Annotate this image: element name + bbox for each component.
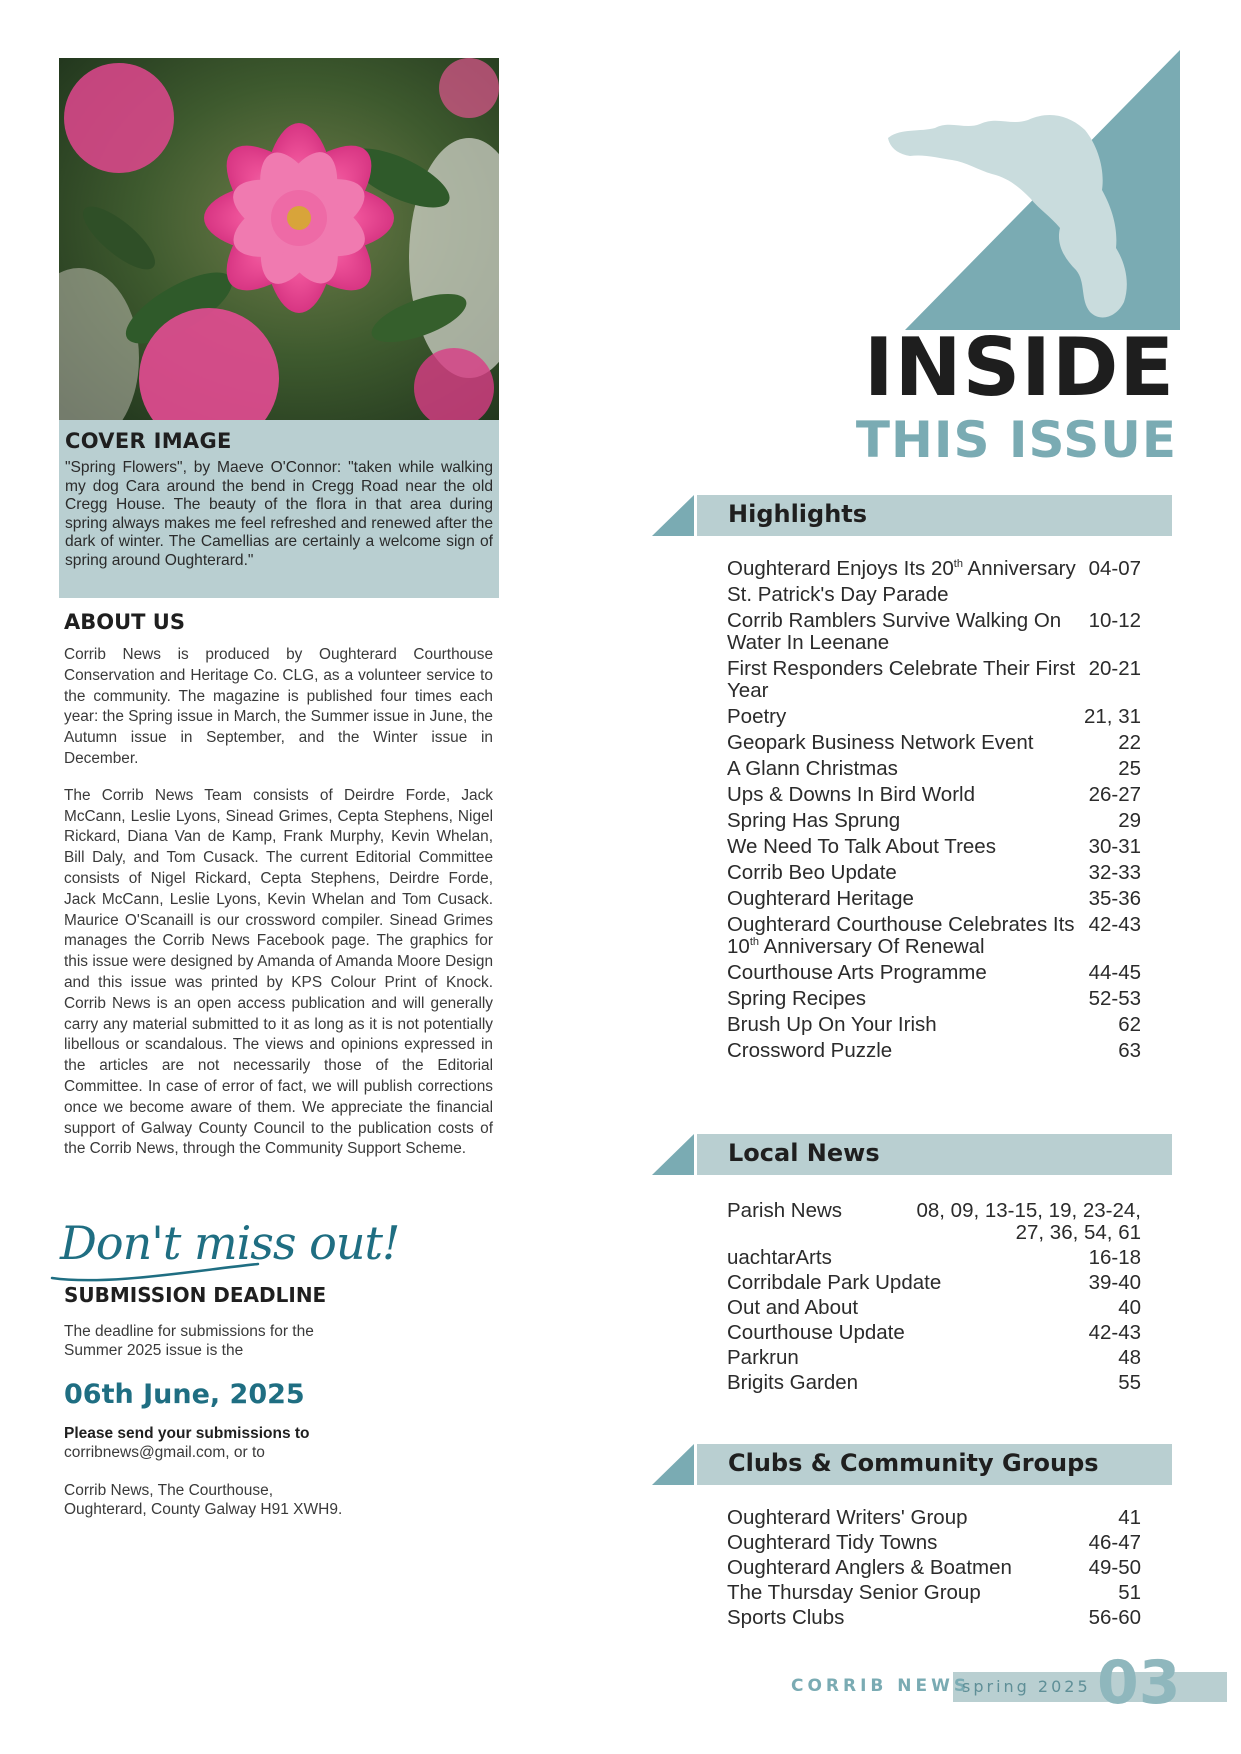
toc-entry	[727, 988, 1141, 1010]
toc-entry-title-text: Oughterard Anglers & Boatmen	[727, 1556, 1012, 1579]
toc-entry-page: 44-45	[1088, 961, 1141, 984]
address-line: Corrib News, The Courthouse,	[64, 1482, 274, 1499]
toc-entry-title-text: Corrib Beo Update	[727, 861, 897, 884]
toc-entry-title-text: uachtarArts	[727, 1246, 832, 1269]
toc-entry-page: 56-60	[1088, 1606, 1141, 1629]
toc-entry-title-text: A Glann Christmas	[727, 757, 898, 780]
toc-entry	[727, 1272, 1141, 1294]
cover-image-title: COVER IMAGE	[65, 429, 232, 453]
toc-entry-title-text: Corribdale Park Update	[727, 1271, 942, 1294]
toc-entry-title-text: First Responders Celebrate Their First Year	[727, 657, 1076, 702]
toc-entry-page: 55	[1118, 1371, 1141, 1394]
toc-entry-title-text: Anniversary Of Renewal	[759, 935, 985, 958]
cover-image-caption-panel	[59, 420, 499, 598]
map-triangle-graphic	[880, 50, 1180, 335]
toc-entry	[727, 1372, 1141, 1394]
toc-entry	[727, 914, 1141, 958]
cover-image	[59, 58, 499, 420]
toc-entry-page: 20-21	[1088, 657, 1141, 680]
toc-entry	[727, 1582, 1141, 1604]
toc-entry-title-text: St. Patrick's Day Parade	[727, 583, 949, 606]
submission-email: corribnews@gmail.com, or to	[64, 1444, 265, 1461]
toc-entry-title-text: Oughterard Enjoys Its 20	[727, 557, 954, 580]
toc-entry-title	[727, 862, 1089, 884]
toc-highlights	[727, 558, 1141, 1066]
toc-entry-page: 39-40	[1088, 1271, 1141, 1294]
toc-entry	[727, 1247, 1141, 1269]
toc-entry	[727, 732, 1141, 754]
inside-title: INSIDE	[863, 321, 1175, 414]
toc-entry-page: 30-31	[1088, 835, 1141, 858]
toc-entry-title-text: Courthouse Arts Programme	[727, 961, 987, 984]
dont-miss-out-heading	[48, 1212, 448, 1288]
toc-entry-title-text: Spring Recipes	[727, 987, 867, 1010]
toc-entry-page: 62	[1118, 1013, 1141, 1036]
toc-entry	[727, 1557, 1141, 1579]
toc-entry-title-text: Corrib Ramblers Survive Walking On Water In Leenane	[727, 609, 1062, 654]
toc-entry-title	[727, 758, 1118, 780]
toc-entry-page: 40	[1118, 1296, 1141, 1319]
toc-entry-page: 26-27	[1088, 783, 1141, 806]
toc-entry-page: 42-43	[1088, 1321, 1141, 1344]
toc-entry-page: 25	[1118, 757, 1141, 780]
toc-entry	[727, 1014, 1141, 1036]
footer-brand: CORRIB NEWS	[791, 1676, 971, 1696]
toc-entry-title	[727, 1297, 1118, 1319]
section-header-local-news	[652, 1134, 1172, 1175]
toc-entry	[727, 610, 1141, 654]
section-header-clubs	[652, 1444, 1172, 1485]
section-label: Local News	[728, 1139, 880, 1167]
toc-entry-title	[727, 558, 1089, 580]
toc-entry-title	[727, 1582, 1118, 1604]
submission-send-label: Please send your submissions to	[64, 1425, 310, 1442]
section-triangle-icon	[652, 1134, 694, 1175]
toc-entry-title-text: Oughterard Tidy Towns	[727, 1531, 938, 1554]
toc-entry-title	[727, 784, 1089, 806]
about-us-paragraph: Corrib News is produced by Oughterard Courthouse Conservation and Heritage Co. CLG, as a volunteer service to the community. The magazine is published four times each year: the Spring issue in March, the Summer issue in June, the Autumn issue in September, and the Winter issue in December.	[64, 646, 493, 767]
toc-entry	[727, 658, 1141, 702]
toc-entry-page: 21, 31	[1084, 705, 1141, 728]
footer-season: spring 2025	[962, 1677, 1091, 1696]
toc-entry-title-text: Ups & Downs In Bird World	[727, 783, 975, 806]
toc-entry-title	[727, 914, 1089, 958]
toc-entry-page: 42-43	[1088, 913, 1141, 936]
toc-entry-title-text: Parkrun	[727, 1346, 799, 1369]
submission-deadline-text: The deadline for submissions for the Summer 2025 issue is the	[64, 1323, 314, 1359]
toc-entry-title-text: Sports Clubs	[727, 1606, 845, 1629]
about-us-title: ABOUT US	[64, 610, 185, 634]
toc-entry	[727, 836, 1141, 858]
toc-entry	[727, 1607, 1141, 1629]
toc-entry-title	[727, 1040, 1118, 1062]
toc-entry-title-text: Brigits Garden	[727, 1371, 859, 1394]
toc-entry-title-text: Oughterard Heritage	[727, 887, 914, 910]
toc-entry-page: 35-36	[1088, 887, 1141, 910]
toc-entry	[727, 862, 1141, 884]
toc-entry-title-text: We Need To Talk About Trees	[727, 835, 996, 858]
toc-entry-title	[727, 1607, 1089, 1629]
toc-entry-page: 32-33	[1088, 861, 1141, 884]
toc-entry	[727, 1200, 1141, 1244]
toc-entry-title-text: Out and About	[727, 1296, 859, 1319]
toc-entry-title	[727, 706, 1084, 728]
toc-entry	[727, 784, 1141, 806]
section-header-highlights	[652, 495, 1172, 536]
cover-image-caption: "Spring Flowers", by Maeve O'Connor: "taken while walking my dog Cara around the bend in Cregg Road near the old Cregg House. The beauty of the flora in that area during spring always makes me feel refreshed and renewed after the dark of winter. The Camellias are certainly a welcome sign of spring around Oughterard."	[65, 459, 493, 569]
submission-deadline-date: 06th June, 2025	[64, 1379, 305, 1410]
toc-entry-title	[727, 1372, 1118, 1394]
toc-entry-title-text: Brush Up On Your Irish	[727, 1013, 937, 1036]
toc-entry-title	[727, 1532, 1089, 1554]
toc-entry-page: 16-18	[1088, 1246, 1141, 1269]
toc-entry-title-text: Oughterard Courthouse Celebrates Its 10	[727, 913, 1075, 958]
toc-entry	[727, 558, 1141, 580]
toc-entry-title	[727, 658, 1089, 702]
toc-entry-title	[727, 610, 1089, 654]
toc-entry-title	[727, 1507, 1118, 1529]
toc-entry	[727, 810, 1141, 832]
toc-entry-title	[727, 1014, 1118, 1036]
toc-entry	[727, 1322, 1141, 1344]
section-label: Highlights	[728, 500, 868, 528]
toc-entry-title	[727, 1247, 1089, 1269]
toc-entry-title	[727, 988, 1089, 1010]
this-issue-subtitle: THIS ISSUE	[855, 411, 1177, 469]
toc-entry-title	[727, 1557, 1089, 1579]
submission-deadline-title: SUBMISSION DEADLINE	[64, 1283, 327, 1307]
toc-entry-title-text: The Thursday Senior Group	[727, 1581, 981, 1604]
section-triangle-icon	[652, 495, 694, 536]
toc-entry-title-text: Poetry	[727, 705, 787, 728]
toc-entry-page: 46-47	[1088, 1531, 1141, 1554]
toc-entry-title-text: Geopark Business Network Event	[727, 731, 1034, 754]
toc-entry	[727, 758, 1141, 780]
toc-entry-title	[727, 1200, 916, 1222]
toc-entry	[727, 1532, 1141, 1554]
toc-clubs	[727, 1507, 1141, 1632]
toc-entry-page: 08, 09, 13-15, 19, 23-24, 27, 36, 54, 61	[916, 1199, 1141, 1244]
submission-address	[64, 1481, 404, 1519]
toc-entry-page: 04-07	[1088, 557, 1141, 580]
toc-entry-title	[727, 584, 1141, 606]
toc-entry-title	[727, 1272, 1089, 1294]
toc-entry-page: 48	[1118, 1346, 1141, 1369]
toc-entry-page: 29	[1118, 809, 1141, 832]
toc-entry-page: 52-53	[1088, 987, 1141, 1010]
toc-entry-page: 49-50	[1088, 1556, 1141, 1579]
toc-entry	[727, 706, 1141, 728]
toc-entry-title	[727, 836, 1089, 858]
section-label: Clubs & Community Groups	[728, 1449, 1099, 1477]
toc-entry-title-text: Courthouse Update	[727, 1321, 905, 1344]
address-line: Oughterard, County Galway H91 XWH9.	[64, 1501, 343, 1518]
toc-entry-title-text: Parish News	[727, 1199, 843, 1222]
toc-entry-page: 63	[1118, 1039, 1141, 1062]
toc-entry-title-text: Spring Has Sprung	[727, 809, 901, 832]
toc-entry-title	[727, 810, 1118, 832]
toc-entry-title	[727, 732, 1118, 754]
toc-entry	[727, 962, 1141, 984]
about-us-paragraph: The Corrib News Team consists of Deirdre Forde, Jack McCann, Leslie Lyons, Sinead Grimes, Cepta Stephens, Nigel Rickard, Diana Van de Kamp, Frank Murphy, Kevin Whelan, Bill Daly, and Tom Cusack. The current Editorial Committee consists of Nigel Rickard, Cepta Stephens, Deirdre Forde, Jack McCann, Leslie Lyons, Kevin Whelan and Tom Cusack. Maurice O'Scanaill is our crossword compiler. Sinead Grimes manages the Corrib News Facebook page. The graphics for this issue were designed by Amanda of Amanda Moore Design and this issue was printed by KPS Colour Print of Knock. Corrib News is an open access publication and will generally carry any material submitted to it as long as it is not potentially libellous or scandalous. The views and opinions expressed in the articles are not necessarily those of the Editorial Committee. In case of error of fact, we will publish corrections once we become aware of them. We appreciate the financial support of Galway County Council to the publication costs of the Corrib News, through the Community Support Scheme.	[64, 786, 493, 1158]
toc-entry-title-text: Crossword Puzzle	[727, 1039, 893, 1062]
toc-local-news	[727, 1200, 1141, 1397]
toc-entry-title	[727, 1322, 1089, 1344]
toc-entry	[727, 1507, 1141, 1529]
section-triangle-icon	[652, 1444, 694, 1485]
about-us-body	[64, 645, 493, 1160]
toc-entry	[727, 1347, 1141, 1369]
toc-entry	[727, 1040, 1141, 1062]
toc-entry-title-text: Anniversary	[962, 557, 1076, 580]
toc-entry-title-text: Oughterard Writers' Group	[727, 1506, 968, 1529]
toc-entry-page: 22	[1118, 731, 1141, 754]
dont-miss-out-text: Don't miss out!	[60, 1216, 400, 1270]
toc-entry-title	[727, 1347, 1118, 1369]
toc-entry	[727, 888, 1141, 910]
ordinal-suffix: th	[749, 936, 759, 949]
toc-entry-title	[727, 962, 1089, 984]
toc-entry-page: 41	[1118, 1506, 1141, 1529]
toc-entry-page: 10-12	[1088, 609, 1141, 632]
toc-entry-title	[727, 888, 1089, 910]
page-number: 03	[1097, 1648, 1181, 1718]
toc-entry	[727, 1297, 1141, 1319]
toc-entry-page: 51	[1118, 1581, 1141, 1604]
toc-entry	[727, 584, 1141, 606]
ordinal-suffix: th	[953, 558, 963, 571]
